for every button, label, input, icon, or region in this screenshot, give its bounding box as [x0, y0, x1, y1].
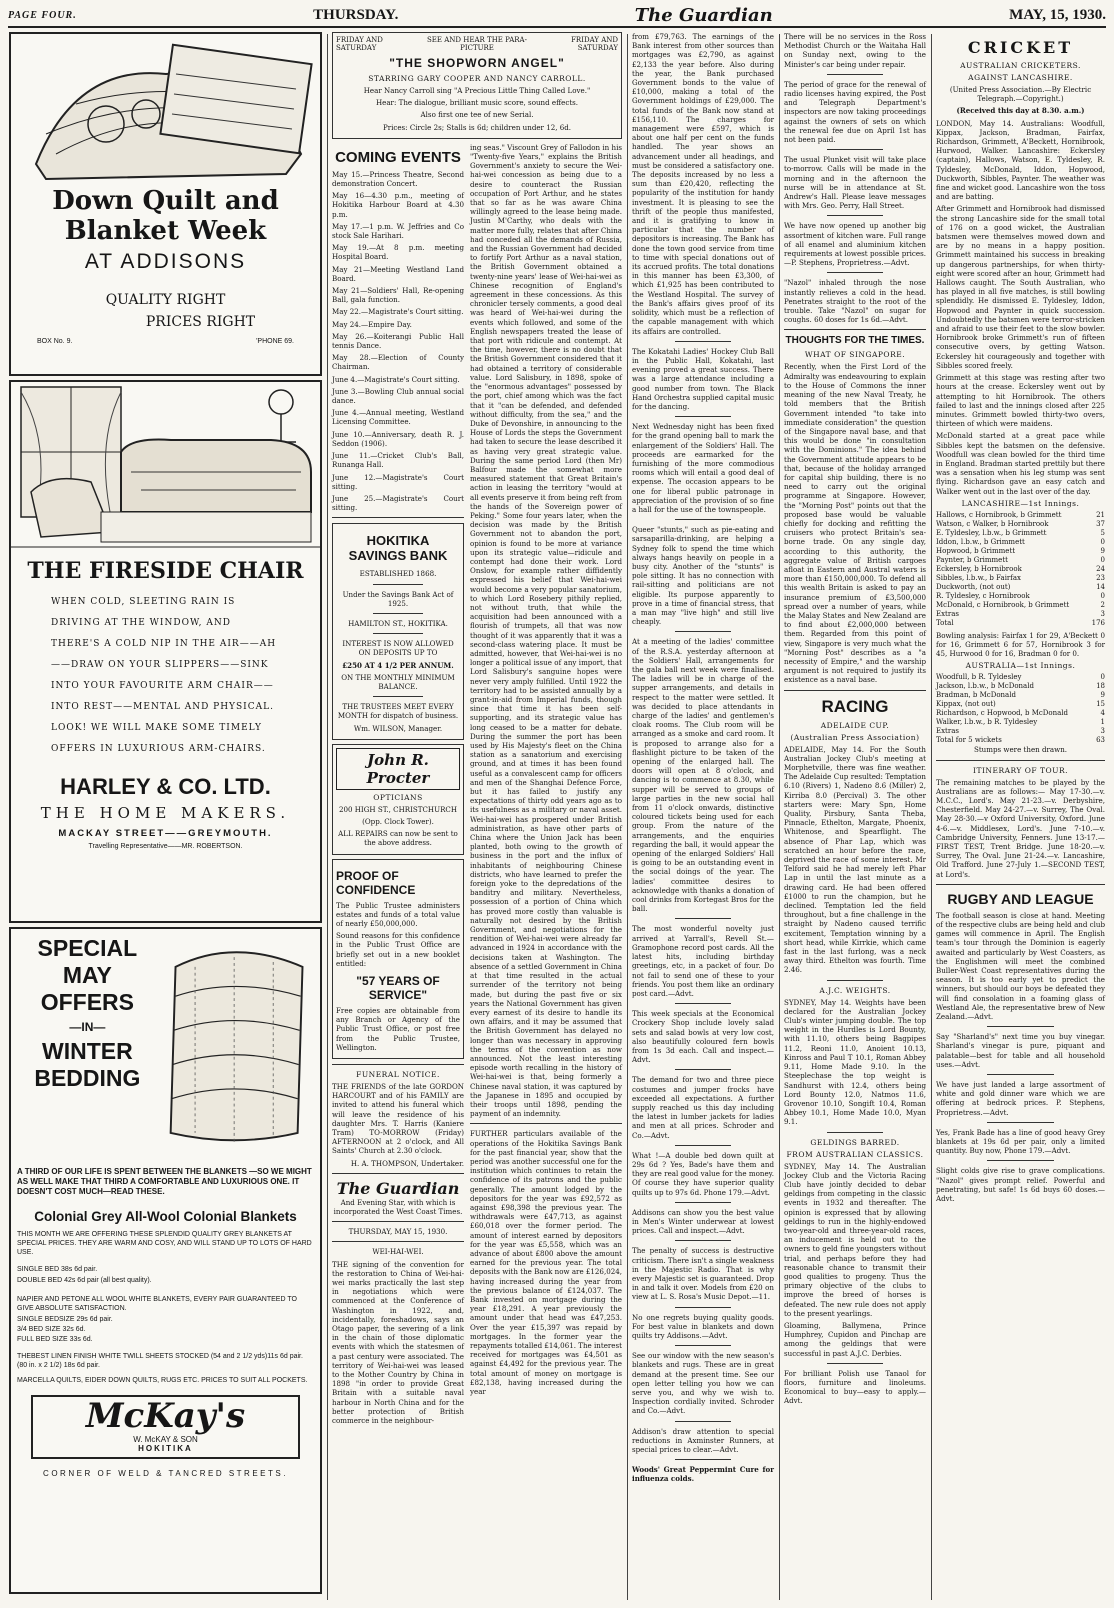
napier-blankets-text: NAPIER AND PETONE ALL WOOL WHITE BLANKETS, EVERY PAIR GUARANTEED TO GIVE ABSOLUTE SATISFACTION. — [17, 1296, 297, 1312]
scorecard-row — [936, 565, 1105, 574]
scorecard-row — [936, 529, 1105, 538]
news-bank-earnings: from £79,763. The earnings of the Bank interest from other sources than mortgages was £2,790, as against £2,133 the year before. Also during the year, the Bank purchased Government bonds to the value of £10,000, making a total of the Government holdings of £29,000. The total funds of the Bank now stand at £156,110. The charges for management were £597, which is about one half per cent on the funds handled. The year shows an advancement under all headings, and must be considered a satisfactory one. The deposits increased by no less a sum than £20,420, reflecting the popularity of the institution for handy investment. It is pleasing to see the thrift of the people thus manifested, and it is gratifying to know in particular that the number of depositors is increasing. The Bank has done the town good service from time to time with special donations out of its accrued profits. The total donations in this manner has been £3,300, of which £1,925 has been contributed to the Westland Hospital. The survey of the Bank's affairs gives proof of its solidity, which must be a reflection of the capable management with which its affairs are controlled. — [632, 32, 774, 336]
scorecard-runs: 0 — [1100, 555, 1105, 564]
cricket-received: (Received this day at 8.30. a.m.) — [956, 106, 1085, 116]
addisons-quilt-ad — [9, 32, 322, 376]
procter-logo: John R. Procter — [336, 748, 460, 790]
funeral-notice-heading: FUNERAL NOTICE. — [356, 1070, 440, 1079]
scorecard-batsman: Kippax, (not out) — [936, 700, 996, 709]
cinema-serial: Also first one tee of new Serial. — [420, 110, 534, 120]
coming-event-item: June 4.—Annual meeting, Westland Licensing Committee. — [332, 408, 464, 427]
armchair-room-illustration-icon — [11, 382, 321, 552]
coming-event-item: May 28.—Election of County Chairman. — [332, 353, 464, 372]
coming-event-item: June 11.—Cricket Club's Ball, Runanga Hall. — [332, 451, 464, 470]
cricket-association: (United Press Association.—By Electric Telegraph.—Copyright.) — [949, 85, 1092, 104]
ajc-weights-report: SYDNEY, May 14. Weights have been declared for the Australian Jockey Club's winter jumping double. The top weight in the Hurdles is Lord Bounty, with 11.10, others being Bagpipes 11.2, Reoni 11.0, Anoient 10.13, Kinross and Paul T 10.1, Roman Abbey 9.11, Home Made 9.10. In the Steeplechase the top weight is Sandhurst with 12.4, others being Lord Bounty 12.0, Natmos 11.6, Grovenor 10.10, Songift 10.4, Roman Abbey 10.1, Home Made 10.0, Myan 9.1. — [784, 997, 926, 1127]
guardian-flag-sub: And Evening Star, with which is incorporated the West Coast Times. — [333, 1197, 463, 1217]
masthead-date: MAY, 15, 1930. — [1009, 6, 1106, 23]
scorecard-runs: 9 — [1100, 546, 1105, 555]
quilt-ad-phone: 'PHONE 69. — [256, 338, 294, 345]
editorial-date: THURSDAY, MAY 15, 1930. — [348, 1227, 448, 1237]
scorecard-runs: 3 — [1100, 609, 1105, 618]
page-number: PAGE FOUR. — [8, 9, 77, 21]
cricket-report-3: McDonald started at a great pace while Sibbles kept the batsmen on the defensive. Woodfull was clean bowled for the third time in England. Bradman started prettily but there was a sensation when his leg stump was sent flying. Richardson gave an easy catch and Walker went out in the last over of the day. — [936, 431, 1105, 496]
news-ross-methodist: There will be no services in the Ross Methodist Church or the Waitaha Hall on Sunday next, owing to the Minister's car being under repair. — [784, 32, 926, 69]
harley-fireside-chair-ad — [9, 380, 322, 923]
savings-bank-act: Under the Savings Bank Act of 1925. — [342, 589, 454, 608]
advt-quality-goods: No one regrets buying quality goods. For best value in blankets and down quilts try Addisons.—Advt. — [632, 1312, 774, 1340]
scorecard-row — [936, 547, 1105, 556]
itinerary-heading: ITINERARY OF TOUR. — [972, 765, 1069, 775]
quilt-ad-prices: PRICES RIGHT — [145, 314, 256, 330]
savings-bank-manager: Wm. WILSON, Manager. — [353, 723, 443, 733]
coming-event-item: May 16—4.30 p.m., meeting of Hokitika Harbour Board at 4.30 p.m. — [332, 191, 464, 219]
news-queer-stunts: Queer "stunts," such as pie-eating and sarsaparilla-drinking, are helping a Sydney folk to spend the time which always hangs heavily on people in a busy city. Another of the "stunts" is pole sitting. It has no connection with rail-sitting and politicians are not eligible. Its purpose apparently to prove in a time of financial stress, that a man may "live high" and still live cheaply. — [632, 525, 774, 627]
scorecard-runs: 2 — [1100, 600, 1105, 609]
news-rsa-meeting: At a meeting of the ladies' committee of the R.S.A. yesterday afternoon at the Soldiers' Hall, arrangements for the gala ball next week were finalised. The ladies will be in charge of the supper arrangements, and details in respect to the matter were settled. It was decided to place attendants in charge of the ladies' and gentlemen's cloak rooms. The Club room will be arranged as a smoke and card room. It is proposed to arrange also for a flashlight picture to be taken of the opening of the enlarged hall. The doors will open at 8 o'clock, and dancing is to commence at 8.30, while supper will be served to groups of large parties in the new social hall from 11 o'clock onwards, distinctive coloured tickets being used for each group. From the nature of the arrangements, and the enquiries regarding the ball, it would appear the opening of the enlarged Soldiers' Hall is going to be an outstanding event in the social doings of the year. The ladies' committee desires to acknowledge with thanks a donation of cool drinks from Kortegast Bros for the ball. — [632, 637, 774, 914]
savings-bank-established: ESTABLISHED 1868. — [359, 569, 437, 579]
advt-grey-blankets: Yes, Frank Bade has a line of good heavy Grey blankets at 19s 6d per pair, only a limited quantity. Buy now, Phone 179.—Advt. — [936, 1127, 1105, 1156]
advt-blankets-window: See our window with the new season's blankets and rugs. These are in great demand at the present time. See our open letter telling you how we can serve you, and why we wish to. Inspection cordially invited. Schroder and Co.—Advt. — [632, 1351, 774, 1416]
thoughts-heading: THOUGHTS FOR THE TIMES. — [785, 335, 925, 347]
advt-costumes: The demand for two and three piece costumes and jumper frocks have exceeded all expectations. A further supply reached us this day including the latest in lumber jackets for ladies and men at all prices. Schroder and Co.—Advt. — [632, 1075, 774, 1140]
savings-bank-trustees: THE TRUSTEES MEET EVERY MONTH for dispatch of business. — [337, 702, 459, 721]
scorecard-runs: 37 — [1096, 519, 1105, 528]
stumps-drawn: Stumps were then drawn. — [973, 745, 1068, 755]
column-2a — [332, 143, 464, 1428]
coming-event-item: May 22.—Magistrate's Court sitting. — [332, 307, 464, 317]
scorecard-batsman: Richardson, c Hopwood, b McDonald — [936, 709, 1069, 718]
column-2b — [470, 143, 622, 1428]
scorecard-batsman: McDonald, c Hornibrook, b Grimmett — [936, 600, 1070, 609]
scorecard-row — [936, 709, 1105, 718]
advt-kitchen-ware: We have now opened up another big assortment of kitchen ware. Full range of all enamel and aluminium kitchen requirements at lowest possible prices.—P. Stephens, Proprietress.—Advt. — [784, 221, 926, 268]
scorecard-batsman: Bradman, b McDonald — [936, 691, 1016, 700]
scorecard-row — [936, 619, 1105, 628]
proof-booklet-title: "57 YEARS OF SERVICE" — [356, 973, 440, 1002]
procter-repairs: ALL REPAIRS can now be sent to the above address. — [338, 829, 458, 848]
mckays-logo-box — [31, 1395, 300, 1459]
scorecard-batsman: Extras — [936, 727, 959, 736]
masthead-day: THURSDAY. — [313, 6, 399, 23]
coming-event-item: May 19.—At 8 p.m. meeting Hospital Board. — [332, 243, 464, 262]
scorecard-batsman: R. Tyldesley, c Hornibrook — [936, 591, 1030, 600]
masthead-paper-name: The Guardian — [634, 4, 773, 26]
full-bed-price: FULL BED SIZE 33s 6d. — [17, 1336, 93, 1343]
scorecard-row — [936, 691, 1105, 700]
coming-event-item: May 15.—Princess Theatre, Second demonstration Concert. — [332, 169, 464, 189]
mckays-sub: W. McKAY & SON — [133, 1435, 198, 1444]
procter-opposite: (Opp. Clock Tower). — [362, 816, 434, 826]
singapore-heading: WHAT OF SINGAPORE. — [804, 350, 906, 360]
editorial-body-1: THE signing of the convention for the restoration to China of Wei-hai-wei marks practically the last step in negotiations which were commenced at the Conference of Washington in 1922, and, incidentally, foreshadows, says an Otago paper, the severing of a link in the chain of those diplomatic events with which the statesmen of a past century were associated. The territory of Wei-hai-wei was leased to the Mother Country by China in 1898 "in order to provide Great Britain with a suitable naval harbour in North China and for the better protection of British commerce in the neighbour- — [332, 1259, 464, 1426]
harley-company-name: HARLEY & CO. LTD. — [60, 774, 271, 799]
funeral-notice-undertaker: H. A. THOMPSON, Undertaker. — [350, 1158, 464, 1168]
scorecard-runs: 15 — [1096, 700, 1105, 709]
cricket-teams: LONDON, May 14. Australians: Woodfull, Kippax, Jackson, Bradman, Fairfax, Richardson, Grimmett, A'Beckett, Hornibrook, Hurwood, Walker. Lancashire: Eckersley (captain), Hallows, Watson, E. Tyldesley, R. Tyldesley, McDonald, Iddon, Hopwood, Duckworth, Sibbles, Paynter. The weather was fine and wicket good. Lancashire won the toss and are batting. — [936, 118, 1105, 202]
news-radio-licenses: The period of grace for the renewal of radio licenses having expired, the Post and Telegraph Department's inspectors are now taking proceedings against the owners of sets on which the renewal fee due on April 1st has not been paid. — [784, 79, 926, 145]
cricket-report-2: Grimmett at this stage was resting after two hours at the crease. Eckersley went out by attempting to hit Hornibrook. The others failed to last and the innings closed after 225 minutes. Grimmett bowled thirty-two overs, thirteen of which were maidens. — [936, 373, 1105, 429]
scorecard-row — [936, 538, 1105, 547]
quilt-ad-quality: QUALITY RIGHT — [105, 292, 226, 308]
bedding-ad-word-offers: OFFERS — [40, 989, 134, 1015]
advt-majestic-radio: The penalty of success is destructive criticism. There isn't a single weakness in the Majestic Radio. That is why every Majestic set is guaranteed. Drop in and talk it over. Models from £20 on view at L. S. Rosa's Music Depot.—11. — [632, 1246, 774, 1302]
three-quarter-bed-price: 3/4 BED SIZE 32s 6d. — [17, 1326, 86, 1333]
cinema-film-title: "THE SHOPWORN ANGEL" — [389, 56, 565, 70]
bedding-ad-word-bedding: BEDDING — [34, 1065, 141, 1091]
public-trust-ad — [332, 859, 464, 1059]
procter-opticians: OPTICIANS — [373, 792, 423, 802]
quilt-ad-headline-2: Blanket Week — [64, 216, 267, 246]
coming-event-item: May 21—Soldiers' Hall, Re-opening Ball, gala function. — [332, 286, 464, 305]
scorecard-runs: 24 — [1096, 564, 1105, 573]
scorecard-row — [936, 511, 1105, 520]
scorecard-runs: 14 — [1096, 582, 1105, 591]
scorecard-row — [936, 556, 1105, 565]
coming-events-heading: COMING EVENTS — [335, 148, 461, 166]
scorecard-runs: 9 — [1100, 691, 1105, 700]
fireside-chair-title: THE FIRESIDE CHAIR — [27, 558, 304, 584]
cinema-hear-1: Hear Nancy Carroll sing "A Precious Little Thing Called Love." — [363, 86, 591, 95]
scorecard-batsman: Paynter, b Grimmett — [936, 555, 1008, 564]
advt-down-quilt: What !—A double bed down quilt at 29s 6d ? Yes, Bade's have them and they are real good value for the money. Of course they have superior quality quilts up to 97s 6d. Phone 179.—Advt. — [632, 1150, 774, 1197]
rugby-football-season: The football season is close at hand. Meeting of the respective clubs are being held and club games will commence in April. The English team's tour through the Dominion is eagerly awaited and particularly by West Coasters, as the Englishmen will meet the combined Buller-West Coast representatives during the season. It is too early yet to predict the winners, but should our boys be defeated they will find consolation in a foaming glass of Westland Ale, the representative brew of New Zealand.—Advt. — [936, 910, 1106, 1022]
editorial-body-2: ing seas." Viscount Grey of Fallodon in his "Twenty-five Years," explains the British Government's anxiety to secure the Wei-hai-wei concession as being due to a desire to counteract the Russian occupation of Port Arthur, and he states that so far as he was aware China willingly agreed to the lease being made. Justin M'Carthy, who deals with the matter more fully, relates that after China had conceded all the demands of Russia, and the Russian Government had decided to fortify Port Arthur as a naval station, the British Government obtained a twenty-nine years' lease of Wei-hai-wei as Chinese recognition of England's agreement in these concessions. As this chronicler tersely comments, a good deal was heard of Wei-hai-wei during the events which followed, and some of the English newspapers treated the lease of that port with ridicule and contempt. At the time, however, there is no doubt that the British Government considered that it had obtained a territory of considerable value. Lord Salisbury, in 1898, spoke of the "enormous advantages" possessed by the port, chief among which was the fact that it "can be defended, and defended without difficulty, from the sea," and the Duke of Devonshire, in announcing to the House of Lords the steps the Government had taken to secure the lease described it as having very great strategic value. During the same period Lord (then Mr) Balfour made the somewhat more measured statement that Great Britain's action in leasing the territory "would at all events preserve it from being reft from the hands of the Sovereign power of Peking." Some four years later, when the decision was made by the British Government not to abandon the port, opinion is found to be more at variance upon its strategic value—ridicule and contempt had done their work. Lord Onslow, for example rather diffidently expressed his belief that Wei-hai-wei would become a very popular sanatorium, to which Lord Rosebery pithily replied, not without truth, that while the acquisition had been announced with a flourish of trumpets, all that was now thought of it was apparently that it was a second-class watering place. It must be admitted, however, that Wei-hai-wei is no longer a political issue of any import, that Lord Salisbury's sanguine hopes were never very amply fulfilled. Until 1922 the territory had to be assisted annually by a grant-in-aid from Imperial funds, though since that time it has been self-supporting, and its strategic value has long ceased to be a matter for debate. During the summer the port has been used by His Majesty's fleet on the China station as a sanatorium and exercising ground, and at times it has been found useful as a convalescent camp for officers and men of the Shanghai Defence Force, but it has failed to justify any expectations of thirty odd years ago as to its usefulness as a military or naval asset. Wei-hai-wei has prospered under British administration, as have other parts of China where the Union Jack has been planted, both owing to the growth of business in the port and the influx of inhabitants of neighbouring Chinese districts, who have learned to prefer the foreign yoke to the depredations of the banditry and military. Nevertheless, possession of a portion of China which has proved more costly than valuable is naturally not desired by the British Government, and negotiations for the rendition of Wei-hai-wei were already far advanced in 1924 in accordance with the decisions taken at Washington. The absence of a settled Government in China at that time resulted in the actual surrender of the territory not being made, but during the past five or six years the National Government has given every earnest of its desire to handle its own affairs, and it may be assumed that the British Government has delayed no longer than was necessary in approving the terms of the convention as now announced. Not the least interesting episode worth recalling in the history of Wei-hai-wei is that, being formerly a Chinese naval station, it was captured by the Japanese in 1895 and occupied by their troops until 1898, pending the payment of an indemnity. — [470, 142, 622, 1119]
coming-event-item: May 26.—Koiterangi Public Hall tennis Dance. — [332, 331, 464, 351]
proof-body-1: The Public Trustee administers estates and funds of a total value of nearly £50,000,000. — [336, 900, 460, 928]
guardian-flag: The Guardian — [336, 1178, 460, 1198]
coming-event-item: June 3.—Bowling Club annual social dance. — [332, 386, 464, 406]
quilt-ad-store: AT ADDISONS — [84, 250, 247, 273]
proof-of-confidence-heading: PROOF OF CONFIDENCE — [336, 868, 416, 897]
scorecard-runs: 0 — [1100, 673, 1105, 682]
cinema-stars: STARRING GARY COOPER AND NANCY CARROLL. — [368, 74, 586, 83]
scorecard-row — [936, 520, 1105, 529]
cricket-report-1: After Grimmett and Hornibrook had dismissed the strong Lancashire side for the small total of 176 on a good wicket, the Australian batsmen were themselves mowed down and are by no means in a happy position. Grimmett maintained his success in breaking up dangerous partnerships, for when thirty-eight were scored after an hour, Grimmett had Hallows caught. The South Australian, who has played in all five matches, is still bowling splendidly. He dismissed E. Tyldesley, Iddon, Hopwood and Paynter in quick succession. Undoubtedly the batsmen were terror-stricken and afraid to use their feet to the slow bowler. Hornibrook broke Grimmett's run of fifteen consecutive overs, by getting Watson. Eckersley hit courageously and together with Sibbles scored freely. — [936, 204, 1105, 370]
colonial-blankets-body: THIS MONTH WE ARE OFFERING THESE SPLENDID QUALITY GREY BLANKETS AT SPECIAL PRICES. THEY ARE WARM AND COSY, AND WILL STAND UP TO LOTS OF HARD USE. — [17, 1231, 312, 1256]
cricket-subheading-2: AGAINST LANCASHIRE. — [968, 73, 1073, 82]
itinerary-list: The remaining matches to be played by the Australians are as follows:— May 17-30.—v. M.C.C., Lord's. May 21-23.—v. Derbyshire, Chesterfield. May 24-27.—v. Surrey, The Oval. May 28-30.—v Oxford University, Oxford. June 4-6.—v. Middlesex, Lord's. June 7-10.—v. Cambridge University, Fenners. June 13-17.—FIRST TEST, Trent Bridge. June 18-20.—v. Surrey, The Oval. June 21-24.—v. Lancashire, Old Trafford. June 27-July 1.—SECOND TEST, at Lord's. — [936, 777, 1105, 879]
scorecard-runs: 176 — [1091, 618, 1105, 627]
cinema-days-right: FRIDAY AND SATURDAY — [571, 36, 618, 52]
scorecard-runs: 0 — [1100, 591, 1105, 600]
scorecard-batsman: E. Tyldesley, l.b.w., b Grimmett — [936, 528, 1047, 537]
scorecard-batsman: Jackson, l.b.w., b McDonald — [936, 682, 1034, 691]
adelaide-cup-heading: ADELAIDE CUP. — [820, 720, 890, 730]
scorecard-row — [936, 718, 1105, 727]
double-bed-price: DOUBLE BED 42s 6d pair (all best quality). — [17, 1277, 152, 1284]
quilt-illustration-icon — [16, 34, 316, 184]
savings-bank-rate-2: ON THE MONTHLY MINIMUM BALANCE. — [341, 672, 455, 691]
procter-address: 200 HIGH ST., CHRISTCHURCH — [338, 804, 458, 814]
scorecard-row — [936, 727, 1105, 736]
australia-innings-heading: AUSTRALIA—1st Innings. — [965, 661, 1076, 671]
news-soldiers-hall: Next Wednesday night has been fixed for the grand opening ball to mark the enlargement of the Soldiers' Hall. The proceeds are earmarked for the furnishing of the more commodious rooms which will entail a good deal of expense. The occasion appears to be one for liberal public patronage in appreciation of the provision of so fine a hall for the use of the townspeople. — [632, 422, 774, 514]
cinema-see-hear: SEE AND HEAR THE PARA- PICTURE — [427, 36, 527, 52]
classics-heading: FROM AUSTRALIAN CLASSICS. — [786, 1149, 924, 1159]
advt-axminster: Addison's draw attention to special reductions in Axminster Runners, at special prices to clear.—Advt. — [632, 1426, 774, 1455]
coming-event-item: June 4.—Magistrate's Court sitting. — [332, 374, 460, 384]
single-bedsize-price: SINGLE BEDSIZE 29s 6d pair. — [17, 1316, 113, 1323]
scorecard-batsman: Hallows, c Hornibrook, b Grimmett — [936, 510, 1062, 519]
singapore-article: Recently, when the First Lord of the Admiralty was endeavouring to explain to the House of Commons the inner meaning of the new Naval Treaty, he told members that the British Government intended "to take into immediate consideration" the question of the Singapore naval base, and that this would be done "in consultation with the Dominions." The idea behind the Government attitude appears to be that, because of the holiday arranged for capital ship building, there is no need to carry out the original programme at Singapore. However, the "Morning Post" points out that the proposed base would be valuable chiefly for docking and refitting the cruisers who protect Britain's sea-borne trade. On any single day, according to this authority, the aggregate value of British cargoes afloat in Eastern and Austral waters is more than £150,000,000. To defend all this wealth Britain is asked to pay an insurance premium of £3,500,000 spread over a number of years, while the Malay States and New Zealand are to find about £2,000,000 between them. Regarded from this point of view, Singapore is very much what the "Morning Post" describes as a "a necessity of Empire," and the warship argument is not required to justify its existence as a naval base. — [784, 362, 926, 685]
savings-bank-report: FURTHER particulars available of the operations of the Hokitika Savings Bank for the past financial year, show that the period was another successful one for the institution which continues to retain the confidence of its patrons and the public generally. The amount lodged by the depositors for the year was £92,572 as against £98,398 the previous year. The withdrawals were £47,713, as against £60,018 over the former period. The amount of interest earned by depositors for the year was £5,558, which was an advance of about £800 above the amount earned for the previous year. The total deposits with the Bank now are £126,024, having increased during the year from the previous balance of £124,037. The Bank invested on mortgage during the year £18,291. A year previously the amount under that head was £47,253. Over the year £15,397 was repaid by mortgages. In the former year the repayments totalled £14,061. The interest received for mortgages was £4,501 as against £4,492 for the previous year. The total amount of money on mortgage is £82,138, having increased during the year — [470, 1129, 622, 1397]
bedding-ad-word-winter: WINTER — [42, 1038, 133, 1064]
savings-bank-title-2: SAVINGS BANK — [348, 548, 448, 564]
scorecard-batsman: Iddon, l.b.w., b Grimmett — [936, 537, 1025, 546]
coming-event-item: June 25.—Magistrate's Court sitting. — [332, 493, 464, 513]
scorecard-batsman: Eckersley, b Hornibrook — [936, 564, 1022, 573]
column-4-news-racing — [779, 32, 931, 1602]
advt-underwear: Addisons can show you the best value in Men's Winter underwear at lowest prices. Call and inspect.—Advt. — [632, 1207, 774, 1236]
ajc-weights-heading: A.J.C. WEIGHTS. — [819, 985, 891, 995]
scorecard-runs: 3 — [1100, 727, 1105, 736]
scorecard-row — [936, 610, 1105, 619]
scorecard-runs: 21 — [1096, 510, 1105, 519]
savings-bank-address: HAMILTON ST., HOKITIKA. — [348, 618, 448, 628]
scorecard-row — [936, 592, 1105, 601]
procter-opticians-ad — [332, 744, 464, 855]
scorecard-row — [936, 574, 1105, 583]
scorecard-row — [936, 700, 1105, 709]
scorecard-batsman: Watson, c Walker, b Hornibrook — [936, 519, 1049, 528]
scorecard-batsman: Total — [936, 618, 954, 627]
geldings-barred-heading: GELDINGS BARRED. — [810, 1137, 900, 1147]
scorecard-row — [936, 736, 1105, 745]
advt-sharlands-vinegar: Say "Sharland's" next time you buy vinegar. Sharland's vinegar is pure, piquant and palatable—best for table and all household uses.—Advt. — [936, 1032, 1105, 1069]
coming-events-list — [332, 170, 464, 513]
coming-event-item: June 10.—Anniversary, death R. J. Seddon (1906). — [332, 429, 464, 448]
mckays-town: HOKITIKA — [138, 1444, 193, 1453]
scorecard-batsman: Woodfull, b R. Tyldesley — [936, 673, 1022, 682]
savings-bank-interest: INTEREST IS NOW ALLOWED ON DEPOSITS UP TO — [342, 639, 454, 658]
cricket-subheading-1: AUSTRALIAN CRICKETERS. — [960, 61, 1081, 70]
single-bed-price: SINGLE BED 38s 6d pair. — [17, 1266, 98, 1273]
colonial-blankets-title: Colonial Grey All-Wool Colonial Blankets — [34, 1209, 297, 1224]
lancashire-scorecard — [936, 511, 1105, 628]
scorecard-row — [936, 601, 1105, 610]
cinema-ad — [332, 32, 622, 139]
scorecard-batsman: Duckworth, (not out) — [936, 582, 1011, 591]
savings-bank-title-1: HOKITIKA — [366, 533, 430, 549]
scorecard-runs: 0 — [1100, 537, 1105, 546]
scorecard-row — [936, 673, 1105, 682]
advt-crockery-shop: This week specials at the Economical Crockery Shop include lovely salad sets and salad bowls at very low cost, also beautifully coloured fern bowls from 1s 3d each. Call and inspect.—Advt. — [632, 1009, 774, 1065]
column-2 — [327, 32, 627, 1602]
racing-heading: RACING — [821, 696, 889, 716]
adelaide-cup-report: ADELAIDE, May 14. For the South Australian Jockey Club's meeting at Morphetville, there was fine weather. The Adelaide Cup resulted: Temptation 6.10 (Rivers) 1, Nadeno 8.6 (Miller) 2, Kirriba 8.0 (Percival) 3. The other starters were: Mary Spn, Home Quality, Pirsbury, Santa Theba, Pinnacle, Ethelton, Margate, Phoenix, Whitenose, and Spearflight. The absence of Phar Lap, which was scratched an hour before the race, deprived the race of some interest. Mr Telford said he had merely left Phar Lap in until the last minute as a drawing card. He had been offered £1000 to run the champion, but he declined. Temptation led the field throughout, but a fine challenge in the straight by Nadeno caused terrific excitement, Temptation winning by a short head, while Kirrkie, which came fast in the last furlong, was a neck away third. Ethelton was fourth. Time 2.46. — [784, 744, 926, 975]
coming-event-item: May 17.—1 p.m. W. Jeffries and Co stock Sale Harihari. — [332, 221, 464, 241]
advt-nazol-colds: Slight colds give rise to grave complications. "Nazol" gives prompt relief. Powerful and penetrating, but safe! 1s 6d buys 60 doses.—Advt. — [936, 1166, 1105, 1204]
coming-event-item: May 24.—Empire Day. — [332, 319, 412, 329]
marcella-quilts-text: MARCELLA QUILTS, EIDER DOWN QUILTS, RUGS ETC. PRICES TO SUIT ALL POCKETS. — [17, 1377, 308, 1384]
cinema-hear-2: Hear: The dialogue, brilliant music score, sound effects. — [375, 98, 579, 108]
proof-body-3: Free copies are obtainable from any Branch or Agency of the Public Trust Office, or post free from the Public Trustee, Wellington. — [336, 1005, 460, 1052]
rugby-league-heading: RUGBY AND LEAGUE — [947, 890, 1094, 907]
masthead — [8, 4, 1106, 28]
bedding-ad-word-may: MAY — [62, 962, 112, 988]
quilt-ad-headline-1: Down Quilt and — [52, 186, 279, 216]
mckays-logo: McKay's — [85, 1396, 246, 1436]
cricket-heading: CRICKET — [967, 38, 1074, 57]
australia-scorecard — [936, 673, 1105, 745]
news-hockey-club-ball: The Kokatahi Ladies' Hockey Club Ball in the Public Hall, Kokatahi, last evening proved a great success. There was a large attendance including a good number from town. The Black Hand Orchestra supplied capital music for the dancing. — [632, 346, 774, 411]
scorecard-runs: 5 — [1100, 528, 1105, 537]
quilt-ad-box: BOX No. 9. — [37, 338, 73, 345]
harley-street: MACKAY STREET——GREYMOUTH. — [58, 828, 273, 839]
bedding-ad-word-in: —IN— — [69, 1020, 106, 1034]
fireside-chair-body: WHEN COLD, SLEETING RAIN IS DRIVING AT THE WINDOW, AND THERE'S A COLD NIP IN THE AIR——AH——DRAW ON YOUR SLIPPERS——SINK INTO YOUR FAVOURITE ARM CHAIR——INTO REST——MENTAL AND PHYSICAL. LOOK! WE WILL MAKE SOME TIMELY OFFERS IN LUXURIOUS ARM-CHAIRS. — [51, 597, 277, 754]
press-association: (Australian Press Association) — [790, 732, 920, 742]
scorecard-batsman: Extras — [936, 609, 959, 618]
coming-event-item: June 12.—Magistrate's Court sitting. — [332, 472, 464, 491]
scorecard-runs: 1 — [1100, 718, 1105, 727]
advt-peppermint-cure: Woods' Great Peppermint Cure for influenza colds. — [632, 1465, 774, 1484]
column-5-sport — [931, 32, 1110, 1602]
scorecard-batsman: Total for 5 wickets — [936, 736, 1002, 745]
editorial-heading: WEI-HAI-WEI. — [372, 1247, 424, 1257]
geldings-derby: Gloaming, Ballymena, Prince Humphrey, Cupidon and Pinchap are among the geldings that were successful in past A.J.C. Derbies. — [784, 1320, 926, 1358]
advt-gramophone-postcards: The most wonderful novelty just arrived at Yarrall's, Revell St.—Gramophone record post cards. All the latest hits, including birthday greetings, etc, in a packet of four. Do not fail to send one of these to your friends. You post them like an ordinary post card.—Advt. — [632, 924, 774, 998]
folded-blankets-illustration-icon — [156, 935, 312, 1155]
scorecard-runs: 63 — [1096, 736, 1105, 745]
proof-body-2: Sound reasons for this confidence in the Public Trust Office are briefly set out in a new booklet entitled: — [336, 931, 460, 968]
lancashire-innings-heading: LANCASHIRE—1st Innings. — [961, 498, 1080, 508]
scorecard-batsman: Walker, l.b.w., b R. Tyldesley — [936, 718, 1038, 727]
scorecard-row — [936, 583, 1105, 592]
cinema-prices: Prices: Circle 2s; Stalls is 6d; children under 12, 6d. — [382, 122, 572, 132]
funeral-notice-body: THE FRIENDS of the late GORDON HARCOURT and of his FAMILY are invited to attend his funeral which will leave the residence of his daughter Mrs. T. Harris (Kaniere Tram) TO-MORROW (Friday) AFTERNOON at 2 o'clock, and All Saints' Church at 2.30 o'clock. — [332, 1082, 464, 1156]
geldings-report: SYDNEY, May 14. The Australian Jockey Club and the Victoria Racing Club have jointly decided to debar geldings from competing in the classic events in 1932 and thereafter. The opinion is expressed that by allowing geldings to run in the highly-endowed two-year-old and three-year-old races, an inducement is held out to the owners to geld fine youngsters without trial, and perhaps before they had reasonable chance to transmit their good qualities to progeny. Thus the primary objective of the clubs to improve the breed of horses is defeated. The new rule does not apply to the present yearlings. — [784, 1161, 926, 1318]
scorecard-row — [936, 682, 1105, 691]
harley-representative: Travelling Representative——MR. ROBERTSON. — [88, 843, 243, 850]
bowling-analysis: Bowling analysis: Fairfax 1 for 29, A'Beckett 0 for 16, Grimmett 6 for 57, Hornibrook 3 for 45, Hurwood 0 for 16, Bradman 0 for 0. — [936, 630, 1105, 659]
news-plunket-visit: The usual Plunket visit will take place to-morrow. Calls will be made in the morning and in the afternoon the nurse will be in attendance at St. Andrew's Hall. Please leave messages with Mrs. Geo. Perry, Hall Street. — [784, 155, 926, 211]
advt-nazol: "Nazol" inhaled through the nose instantly relieves a cold in the head. Penetrates straight to the root of the trouble. Take "Nazol" on sugar for coughs. 60 doses for 1s 6d.—Advt. — [784, 278, 926, 325]
scorecard-batsman: Hopwood, b Grimmett — [936, 546, 1016, 555]
linen-sheets-text: THEBEST LINEN FINISH WHITE TWILL SHEETS STOCKED (54 and 2 1/2 yds)11s 6d pair. (80 in. x 2 1/2) 18s 6d pair. — [17, 1353, 303, 1369]
scorecard-runs: 4 — [1100, 709, 1105, 718]
harley-tagline: THE HOME MAKERS. — [40, 804, 291, 822]
bedding-ad-word-special: SPECIAL — [37, 935, 138, 961]
mckays-address: CORNER OF WELD & TANCRED STREETS. — [43, 1469, 288, 1478]
mckays-winter-bedding-ad — [9, 927, 322, 1594]
coming-event-item: May 21—Meeting Westland Land Board. — [332, 264, 464, 283]
savings-bank-ad — [332, 523, 464, 739]
scorecard-runs: 18 — [1096, 682, 1105, 691]
savings-bank-rate: £250 AT 4 1/2 PER ANNUM. — [342, 660, 454, 670]
advt-dinner-ware: We have just landed a large assortment of white and gold dinner ware which we are offering at bedrock prices. P. Stephens, Proprietress.—Advt. — [936, 1080, 1105, 1117]
cinema-days-left: FRIDAY AND SATURDAY — [336, 36, 383, 52]
column-3-local-news — [627, 32, 779, 1602]
advt-tanaol-polish: For brilliant Polish use Tanaol for floors, furniture and linoleums. Economical to buy—easy to apply.—Advt. — [784, 1368, 926, 1406]
column-1-advertisements — [4, 32, 327, 1602]
scorecard-runs: 23 — [1096, 573, 1105, 582]
scorecard-batsman: Sibbles, l.b.w., b Fairfax — [936, 573, 1021, 582]
bedding-ad-intro: A THIRD OF OUR LIFE IS SPENT BETWEEN THE BLANKETS —SO WE MIGHT AS WELL MAKE THAT THIRD A COMFORTABLE AND LUXURIOUS ONE. IT DOESN'T COST MUCH—READ THESE. — [17, 1167, 312, 1196]
